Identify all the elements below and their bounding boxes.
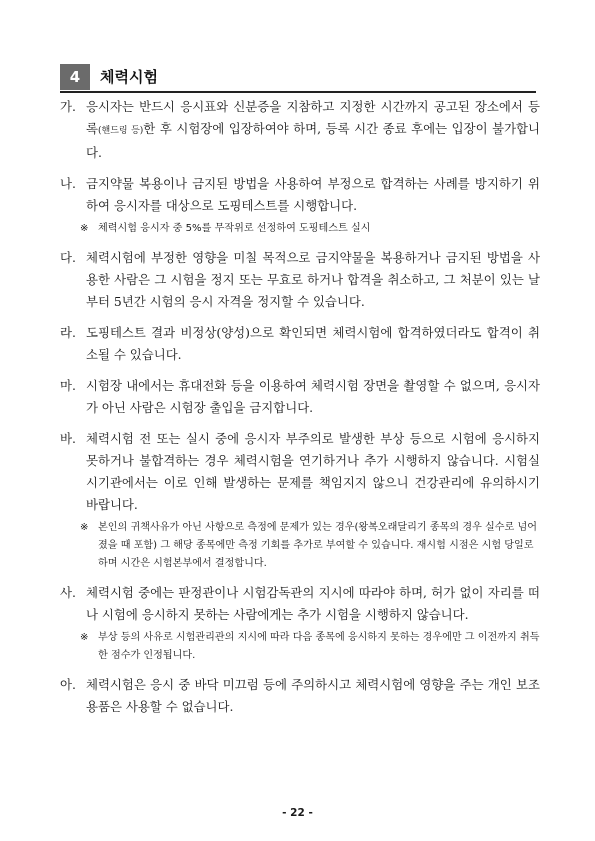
rule-item-ra: [60, 322, 540, 366]
note-marker: ※: [80, 223, 89, 234]
item-text: 체력시험 중에는 판정관이나 시험감독관의 지시에 따라야 하며, 허가 없이 자리를 떠나 시험에 응시하지 못하는 사람에게는 추가 시험을 시행하지 않습니다.: [86, 585, 540, 622]
note-marker: ※: [80, 522, 89, 533]
rules-list: [60, 96, 540, 727]
rule-item-ma: [60, 375, 540, 419]
item-text: 체력시험은 응시 중 바닥 미끄럼 등에 주의하시고 체력시험에 영향을 주는 개인 보조용품은 사용할 수 없습니다.: [86, 677, 540, 714]
item-text-continued: 한 후 시험장에 입장하여야 하며, 등록 시간 종료 후에는 입장이 불가합니다.: [86, 121, 540, 160]
item-marker: 마.: [60, 378, 76, 393]
header-rule: [60, 91, 536, 93]
note-text: 부상 등의 사유로 시험관리관의 지시에 따라 다음 종목에 응시하지 못하는 경우에만 그 이전까지 취득한 점수가 인정됩니다.: [98, 632, 540, 661]
item-marker: 사.: [60, 585, 76, 600]
note-injury: [66, 629, 540, 665]
item-text: 도핑테스트 결과 비정상(양성)으로 확인되면 체력시험에 합격하였더라도 합격이 취소될 수 있습니다.: [86, 325, 540, 362]
item-marker: 아.: [60, 677, 76, 692]
item-small-text: (핸드링 등): [97, 126, 144, 136]
note-doping: [66, 220, 540, 238]
note-text: 체력시험 응시자 중 5%를 무작위로 선정하여 도핑테스트 실시: [98, 223, 371, 234]
rule-item-ba: [60, 428, 540, 516]
note-retest: [66, 519, 540, 573]
item-text: 체력시험 전 또는 실시 중에 응시자 부주의로 발생한 부상 등으로 시험에 응시하지 못하거나 불합격하는 경우 체력시험을 연기하거나 추가 시행하지 않습니다. 시험실시기관에서는 이로 인해 발생하는 문제를 책임지지 않으니 건강관리에 유의하시기 바랍니다.: [86, 431, 540, 512]
item-text: 체력시험에 부정한 영향을 미칠 목적으로 금지약물을 복용하거나 금지된 방법을 사용한 사람은 그 시험을 정지 또는 무효로 하거나 합격을 취소하고, 그 처분이 있는 날부터 5년간 시험의 응시 자격을 정지할 수 있습니다.: [86, 250, 540, 309]
item-marker: 나.: [60, 176, 76, 191]
note-marker: ※: [80, 632, 89, 643]
item-text: 금지약물 복용이나 금지된 방법을 사용하여 부정으로 합격하는 사례를 방지하기 위하여 응시자를 대상으로 도핑테스트를 시행합니다.: [86, 176, 540, 213]
page-number: - 22 -: [282, 807, 313, 819]
rule-item-da: [60, 247, 540, 313]
rule-item-a: [60, 674, 540, 718]
section-header: [60, 64, 536, 92]
item-marker: 가.: [60, 99, 76, 114]
rule-item-na: [60, 173, 540, 217]
section-number: 4: [60, 64, 90, 90]
item-text: 응시자는 반드시 응시표와 신분증을 지참하고 지정한 시간까지 공고된 장소에서 등록: [86, 99, 540, 136]
note-text: 본인의 귀책사유가 아닌 사항으로 측정에 문제가 있는 경우(왕복오래달리기 종목의 경우 실수로 넘어졌을 때 포함) 그 해당 종목에만 측정 기회를 추가로 부여할 수 있습니다. 재시험 시점은 시험 당일로 하며 시간은 시험본부에서 결정합니다.: [98, 522, 538, 569]
item-text: 시험장 내에서는 휴대전화 등을 이용하여 체력시험 장면을 촬영할 수 없으며, 응시자가 아닌 사람은 시험장 출입을 금지합니다.: [86, 378, 540, 415]
section-title: 체력시험: [100, 68, 158, 86]
rule-item-sa: [60, 582, 540, 626]
item-marker: 라.: [60, 325, 76, 340]
item-marker: 바.: [60, 431, 76, 446]
rule-item-ga: [60, 96, 540, 164]
item-marker: 다.: [60, 250, 76, 265]
